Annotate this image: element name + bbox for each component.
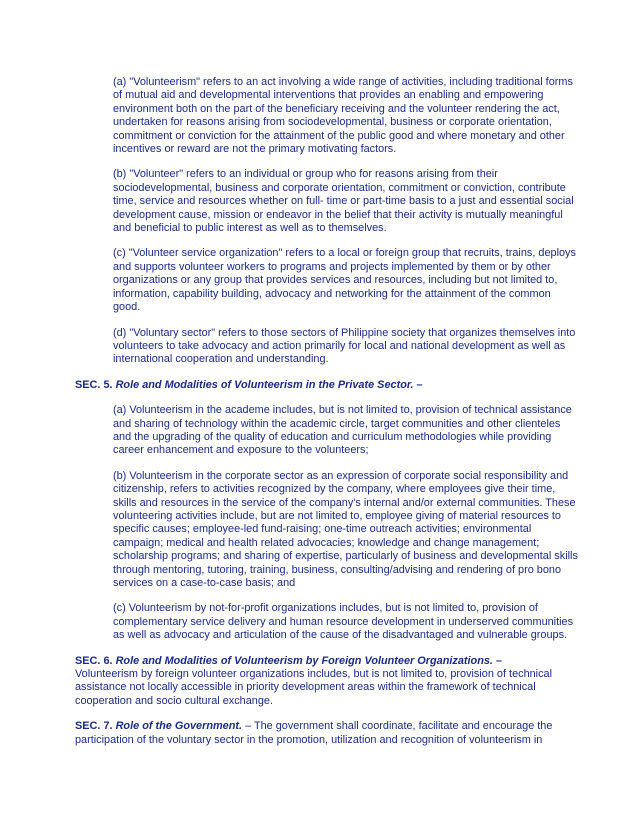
section-5-item-academe: (a) Volunteerism in the academe includes, but is not limited to, provision of technical assistance and sharing of technology within the academic circle, target communities and other clienteles and the upgrading of the quality of education and curriculum methodologies while providing career enhancement and exposure to the volunteers; [113, 404, 572, 457]
section-6-body: Volunteerism by foreign volunteer organizations includes, but is not limited to, provision of technical assistance not locally accessible in priority development areas within the framework of technical cooperation and socio cultural exchange. [75, 668, 553, 707]
section-6-number: SEC. 6. [75, 654, 113, 667]
section-5-dash: – [416, 378, 423, 391]
section-7-title: Role of the Government. [115, 720, 243, 733]
definition-volunteer: (b) "Volunteer" refers to an individual or group who for reasons arising from their sociodevelopmental, business and corporate orientation, commitment or conviction, contribute time, service and resources whether on full- time or part-time basis to a just and essential social development cause, mission or endeavor in the belief that their activity is mutually meaningful and beneficial to public interest as well as to themselves. [113, 168, 574, 235]
section-5-item-corporate: (b) Volunteerism in the corporate sector as an expression of corporate social responsibility and citizenship, refers to activities recognized by the company, where employees give their time, skills and resources in the service of the company's internal and/or external communities. These volunteering activities include, but are not limited to, employee giving of material resources to specific causes; employee-led fund-raising; one-time outreach activities; environmental campaign; medical and health related advocacies; knowledge and change management; scholarship programs; and sharing of expertise, particularly of business and developmental skills through mentoring, tutoring, training, business, consulting/advising and rendering of pro bono services on a case-to-case basis; and [113, 469, 578, 589]
section-7-body: – The government shall coordinate, facilitate and encourage the participation of the voluntary sector in the promotion, utilization and recognition of volunteerism in [75, 720, 553, 746]
definition-volunteer-service-organization: (c) "Volunteer service organization" refers to a local or foreign group that recruits, trains, deploys and supports volunteer workers to programs and projects implemented by them or by other organizations or any group that provides services and resources, including but not limited to, information, capability building, advocacy and networking for the attainment of the common good. [113, 247, 576, 314]
definition-volunteerism: (a) "Volunteerism" refers to an act involving a wide range of activities, including traditional forms of mutual aid and developmental interventions that provides an enabling and empowering environment both on the part of the beneficiary receiving and the volunteer rendering the act, undertaken for reasons arising from sociodevelopmental, business or corporate orientation, commitment or conviction for the attainment of the public good and where monetary and other incentives or reward are not the primary motivating factors. [113, 76, 573, 156]
section-5-number: SEC. 5. [75, 378, 113, 391]
section-7-number: SEC. 7. [75, 720, 113, 733]
definition-voluntary-sector: (d) "Voluntary sector" refers to those sectors of Philippine society that organizes themselves into volunteers to take advocacy and action primarily for local and national development as well as international cooperation and understanding. [113, 326, 576, 366]
section-6-dash: – [495, 654, 503, 667]
section-5-item-nonprofit: (c) Volunteerism by not-for-profit organizations includes, but is not limited to, provision of complementary service delivery and human resource development in underserved communities as well as advocacy and articulation of the cause of the disadvantaged and vulnerable groups. [113, 602, 574, 642]
section-5-title: Role and Modalities of Volunteerism in the Private Sector. [115, 378, 414, 391]
section-7 [75, 720, 578, 747]
section-6 [75, 655, 578, 709]
section-6-title: Role and Modalities of Volunteerism by Foreign Volunteer Organizations. [115, 654, 493, 667]
section-5-heading [75, 379, 578, 392]
